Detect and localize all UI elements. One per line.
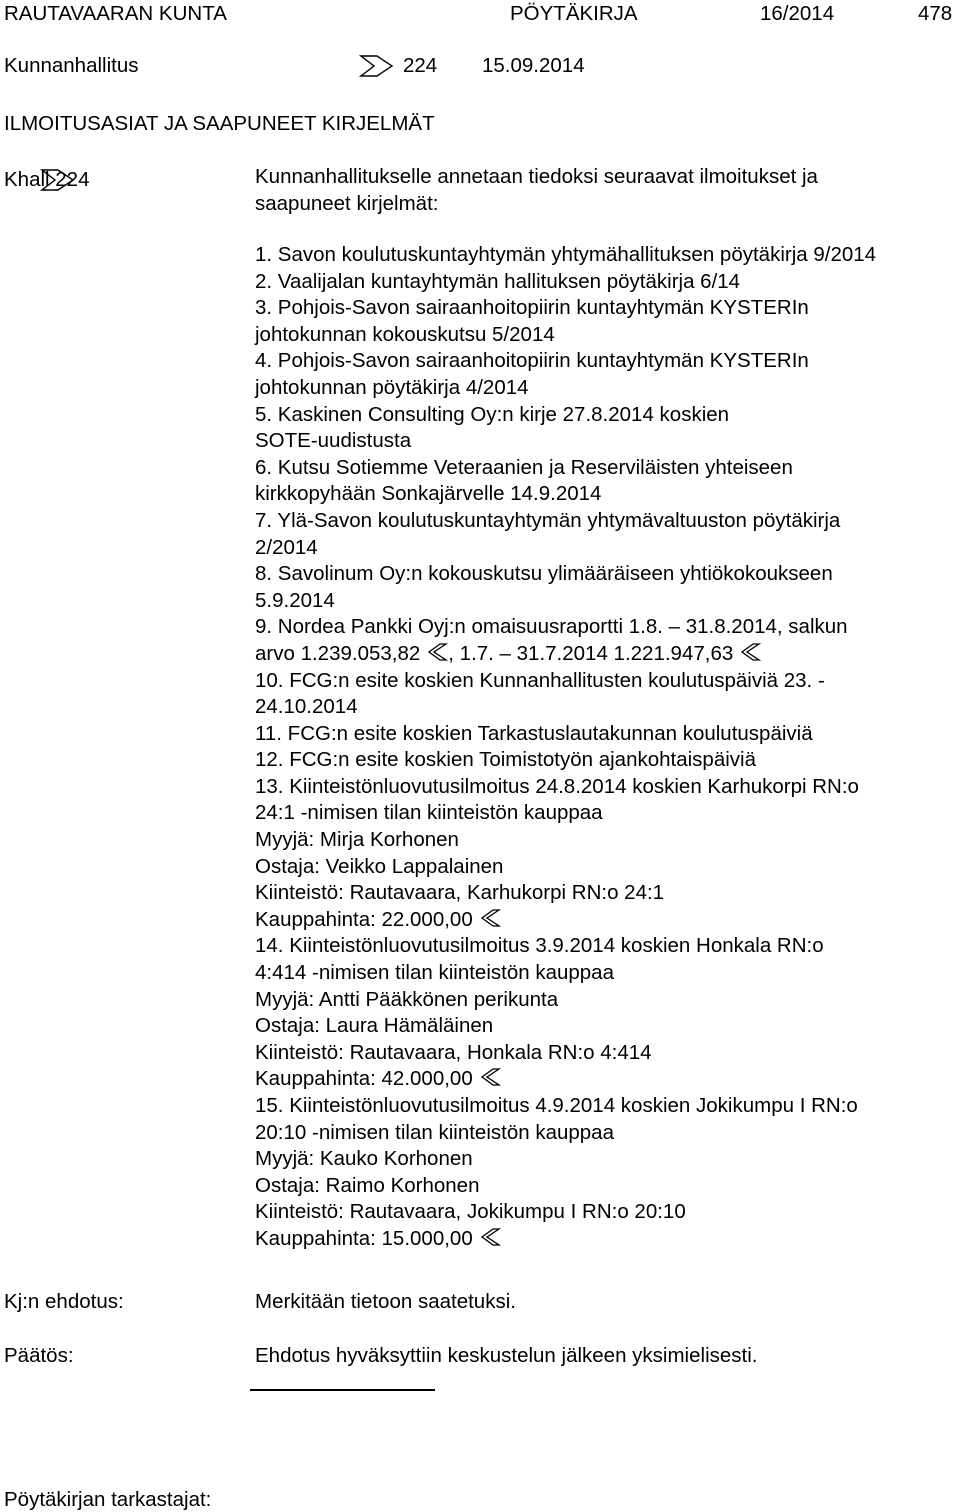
arrow-right-icon [359, 54, 395, 78]
list-item: 8. Savolinum Oy:n kokouskutsu ylimääräiseen yhtiökokoukseen [255, 562, 833, 586]
list-item: 24.10.2014 [255, 695, 358, 719]
list-item: johtokunnan pöytäkirja 4/2014 [255, 375, 529, 399]
list-item: 5. Kaskinen Consulting Oy:n kirje 27.8.2014 koskien [255, 402, 730, 426]
list-item: 14. Kiinteistönluovutusilmoitus 3.9.2014 koskien Honkala RN:o [255, 934, 824, 958]
list-item: Ostaja: Raimo Korhonen [255, 1173, 480, 1197]
list-item: Kiinteistö: Rautavaara, Karhukorpi RN:o 24:1 [255, 881, 665, 905]
list-item: 2. Vaalijalan kuntayhtymän hallituksen pöytäkirja 6/14 [255, 269, 741, 293]
euro-sign-icon [426, 642, 448, 662]
section-title: ILMOITUSASIAT JA SAAPUNEET KIRJELMÄT [4, 112, 435, 135]
decision-label: Päätös: [4, 1344, 74, 1367]
euro-sign-icon [739, 642, 761, 662]
list-item: 24:1 -nimisen tilan kiinteistön kauppaa [255, 801, 603, 825]
section-ref-label: Khall 224 [4, 168, 90, 191]
list-item: 5.9.2014 [255, 588, 335, 612]
decision-divider [250, 1389, 435, 1391]
list-item: johtokunnan kokouskutsu 5/2014 [255, 322, 555, 346]
list-item: Kiinteistö: Rautavaara, Honkala RN:o 4:414 [255, 1040, 652, 1064]
meeting-date: 15.09.2014 [482, 54, 585, 77]
arrow-right-icon [40, 168, 76, 192]
list-item: 6. Kutsu Sotiemme Veteraanien ja Reserviläisten yhteiseen [255, 455, 793, 479]
list-item: Kauppahinta: 22.000,00 [255, 907, 876, 934]
page-number: 478 [918, 2, 953, 25]
euro-sign-icon [479, 908, 501, 928]
euro-sign-icon [479, 1227, 501, 1247]
list-item: 13. Kiinteistönluovutusilmoitus 24.8.2014 koskien Karhukorpi RN:o [255, 774, 859, 798]
list-item: Myyjä: Mirja Korhonen [255, 828, 459, 852]
list-item: 1. Savon koulutuskuntayhtymän yhtymähallituksen pöytäkirja 9/2014 [255, 243, 877, 266]
body-name: Kunnanhallitus [4, 54, 139, 77]
list-item: 11. FCG:n esite koskien Tarkastuslautakunnan koulutuspäiviä [255, 721, 813, 745]
list-item: 10. FCG:n esite koskien Kunnanhallitusten koulutuspäiviä 23. - [255, 668, 825, 692]
list-item: 2/2014 [255, 535, 318, 559]
list-item: Kauppahinta: 15.000,00 [255, 1226, 876, 1253]
decision-text: Ehdotus hyväksyttiin keskustelun jälkeen yksimielisesti. [255, 1344, 758, 1367]
list-item: 4:414 -nimisen tilan kiinteistön kauppaa [255, 961, 614, 985]
proposal-text: Merkitään tietoon saatetuksi. [255, 1290, 516, 1313]
municipality-name: RAUTAVAARAN KUNTA [4, 2, 227, 25]
proposal-label: Kj:n ehdotus: [4, 1290, 124, 1313]
list-item: Myyjä: Kauko Korhonen [255, 1147, 473, 1171]
list-item: Kiinteistö: Rautavaara, Jokikumpu I RN:o 20:10 [255, 1200, 686, 1224]
list-item: 20:10 -nimisen tilan kiinteistön kauppaa [255, 1120, 614, 1144]
list-item: 7. Ylä-Savon koulutuskuntayhtymän yhtymävaltuuston pöytäkirja [255, 508, 841, 532]
list-item: Kauppahinta: 42.000,00 [255, 1066, 876, 1093]
list-item: 4. Pohjois-Savon sairaanhoitopiirin kuntayhtymän KYSTERIn [255, 349, 809, 373]
euro-sign-icon [479, 1067, 501, 1087]
list-item: 15. Kiinteistönluovutusilmoitus 4.9.2014 koskien Jokikumpu I RN:o [255, 1094, 858, 1117]
list-item: Ostaja: Laura Hämäläinen [255, 1014, 494, 1038]
intro-text [255, 164, 818, 217]
document-type: PÖYTÄKIRJA [510, 2, 638, 25]
document-number: 16/2014 [760, 2, 835, 25]
list-item: arvo 1.239.053,82 , 1.7. – 31.7.2014 1.221.947,63 [255, 641, 876, 668]
intro-line: Kunnanhallitukselle annetaan tiedoksi seuraavat ilmoitukset ja [255, 165, 818, 188]
list-item: Ostaja: Veikko Lappalainen [255, 854, 504, 878]
list-item: SOTE-uudistusta [255, 429, 412, 453]
section-number: 224 [403, 54, 438, 77]
list-item: 12. FCG:n esite koskien Toimistotyön ajankohtaispäiviä [255, 748, 756, 772]
reviewers-label: Pöytäkirjan tarkastajat: [4, 1488, 212, 1511]
list-item: 3. Pohjois-Savon sairaanhoitopiirin kuntayhtymän KYSTERIn [255, 296, 809, 320]
list-item: kirkkopyhään Sonkajärvelle 14.9.2014 [255, 482, 602, 506]
list-item: Myyjä: Antti Pääkkönen perikunta [255, 987, 559, 1011]
list-item: 9. Nordea Pankki Oyj:n omaisuusraportti 1.8. – 31.8.2014, salkun [255, 615, 848, 639]
notice-list [255, 242, 876, 1253]
intro-line: saapuneet kirjelmät: [255, 191, 439, 215]
